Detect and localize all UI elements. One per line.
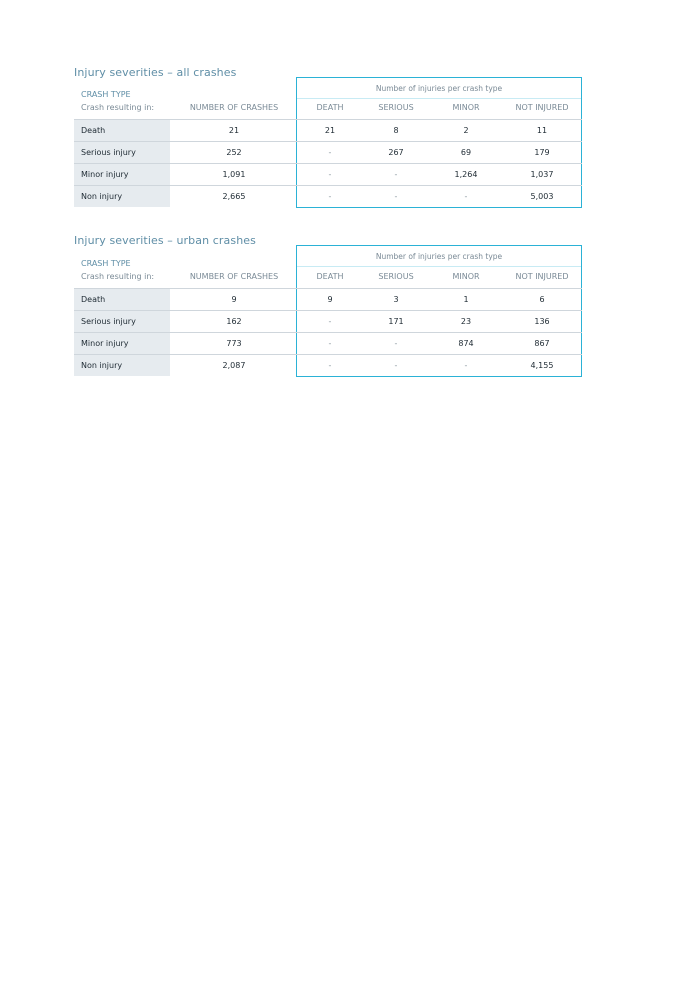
table-urban-crashes — [74, 234, 582, 378]
cell-serious: - — [394, 339, 398, 348]
cell-serious: - — [394, 170, 398, 179]
cell-death: - — [328, 339, 332, 348]
cell-serious: 8 — [393, 126, 399, 135]
col-header-number-of-crashes: NUMBER OF CRASHES — [189, 103, 279, 112]
col-header-not-injured: NOT INJURED — [515, 272, 569, 281]
table-row — [74, 142, 582, 163]
row-label: Serious injury — [74, 311, 170, 332]
crash-resulting-label: Crash resulting in: — [81, 103, 155, 112]
section-title: Injury severities – urban crashes — [74, 234, 256, 247]
cell-death: 9 — [327, 295, 333, 304]
cell-death: - — [328, 361, 332, 370]
cell-number-of-crashes: 9 — [231, 295, 237, 304]
cell-number-of-crashes: 773 — [226, 339, 242, 348]
col-header-minor: MINOR — [452, 272, 480, 281]
cell-serious: 171 — [388, 317, 404, 326]
row-label: Non injury — [74, 355, 170, 376]
cell-minor: - — [464, 361, 468, 370]
cell-death: 21 — [324, 126, 336, 135]
cell-number-of-crashes: 1,091 — [222, 170, 246, 179]
col-header-number-of-crashes: NUMBER OF CRASHES — [189, 272, 279, 281]
table-row — [74, 289, 582, 310]
cell-serious: 3 — [393, 295, 399, 304]
cell-minor: 69 — [460, 148, 472, 157]
col-header-death: DEATH — [316, 103, 344, 112]
table-row — [74, 186, 582, 207]
table-row — [74, 311, 582, 332]
col-header-minor: MINOR — [452, 103, 480, 112]
cell-minor: 1 — [463, 295, 469, 304]
cell-death: - — [328, 192, 332, 201]
col-header-serious: SERIOUS — [378, 103, 414, 112]
crash-type-label: CRASH TYPE — [81, 90, 131, 99]
row-label: Minor injury — [74, 333, 170, 354]
cell-minor: 2 — [463, 126, 469, 135]
cell-number-of-crashes: 162 — [226, 317, 242, 326]
crash-type-label: CRASH TYPE — [81, 259, 131, 268]
cell-not-injured: 5,003 — [530, 192, 554, 201]
row-label: Death — [74, 120, 170, 141]
table-row — [74, 120, 582, 141]
col-header-not-injured: NOT INJURED — [515, 103, 569, 112]
cell-serious: 267 — [388, 148, 404, 157]
cell-not-injured: 11 — [536, 126, 548, 135]
cell-minor: - — [464, 192, 468, 201]
row-label: Non injury — [74, 186, 170, 207]
row-label: Minor injury — [74, 164, 170, 185]
table-all-crashes — [74, 66, 582, 210]
table-row — [74, 164, 582, 185]
cell-minor: 874 — [458, 339, 474, 348]
cell-not-injured: 6 — [539, 295, 545, 304]
box-divider — [297, 266, 581, 267]
box-caption: Number of injuries per crash type — [375, 252, 503, 261]
cell-death: - — [328, 148, 332, 157]
col-header-serious: SERIOUS — [378, 272, 414, 281]
cell-number-of-crashes: 21 — [228, 126, 240, 135]
box-divider — [297, 98, 581, 99]
crash-resulting-label: Crash resulting in: — [81, 272, 155, 281]
cell-number-of-crashes: 2,665 — [222, 192, 246, 201]
cell-not-injured: 867 — [534, 339, 550, 348]
col-header-death: DEATH — [316, 272, 344, 281]
cell-death: - — [328, 317, 332, 326]
cell-serious: - — [394, 192, 398, 201]
cell-not-injured: 1,037 — [530, 170, 554, 179]
table-row — [74, 333, 582, 354]
cell-not-injured: 179 — [534, 148, 550, 157]
table-row — [74, 355, 582, 376]
cell-not-injured: 136 — [534, 317, 550, 326]
cell-minor: 23 — [460, 317, 472, 326]
cell-number-of-crashes: 2,087 — [222, 361, 246, 370]
section-title: Injury severities – all crashes — [74, 66, 237, 79]
cell-number-of-crashes: 252 — [226, 148, 242, 157]
cell-minor: 1,264 — [454, 170, 478, 179]
cell-death: - — [328, 170, 332, 179]
cell-serious: - — [394, 361, 398, 370]
box-caption: Number of injuries per crash type — [375, 84, 503, 93]
row-label: Serious injury — [74, 142, 170, 163]
cell-not-injured: 4,155 — [530, 361, 554, 370]
row-label: Death — [74, 289, 170, 310]
